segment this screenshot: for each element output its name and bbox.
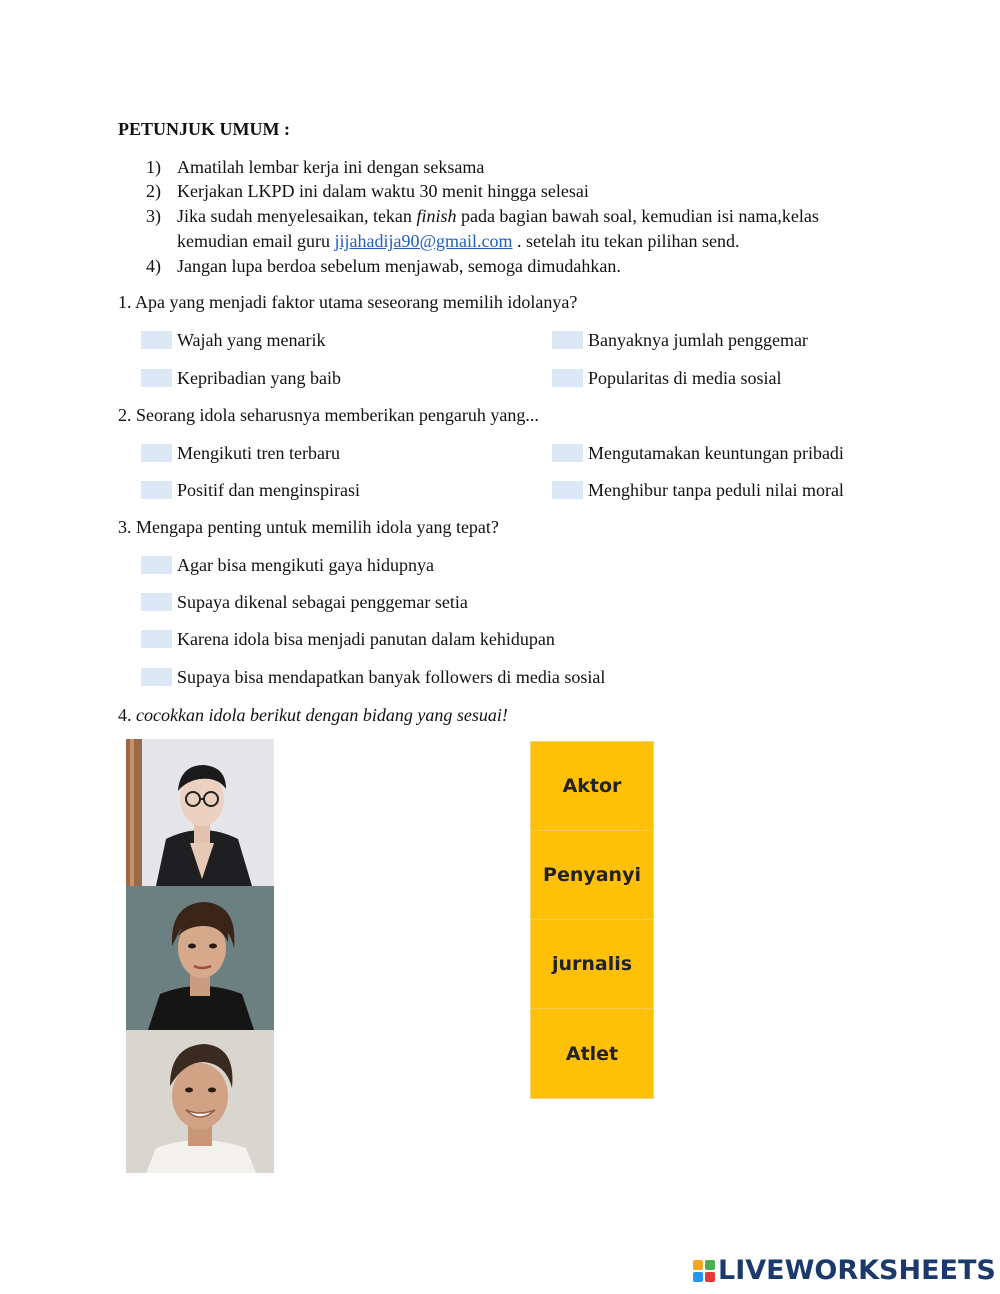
instruction-text: Jangan lupa berdoa sebelum menjawab, semoga dimudahkan. (177, 256, 621, 276)
option-label: Kepribadian yang baib (177, 368, 341, 388)
question-2: 2. Seorang idola seharusnya memberikan pengaruh yang... (118, 405, 539, 425)
answer-checkbox[interactable] (141, 593, 172, 611)
answer-checkbox[interactable] (141, 668, 172, 686)
instruction-1 (146, 155, 484, 179)
liveworksheets-logo (693, 1255, 996, 1286)
q3-option-a[interactable] (141, 553, 434, 577)
question-number: 4. (118, 705, 136, 725)
match-card-jurnalis[interactable]: jurnalis (531, 920, 653, 1009)
question-4 (118, 703, 508, 727)
match-card-atlet[interactable]: Atlet (531, 1009, 653, 1098)
instruction-text: pada bagian bawah soal, kemudian isi nama,kelas (456, 206, 819, 226)
q2-option-b[interactable] (552, 441, 844, 465)
page-heading: PETUNJUK UMUM : (118, 119, 290, 139)
option-label: Wajah yang menarik (177, 330, 326, 350)
q1-option-d[interactable] (552, 366, 781, 390)
idol-photo-2[interactable] (126, 886, 274, 1030)
option-label: Supaya dikenal sebagai penggemar setia (177, 592, 468, 612)
q2-option-c[interactable] (141, 478, 360, 502)
instruction-2 (146, 179, 589, 203)
option-label: Supaya bisa mendapatkan banyak followers di media sosial (177, 667, 606, 687)
answer-checkbox[interactable] (141, 481, 172, 499)
option-label: Agar bisa mengikuti gaya hidupnya (177, 555, 434, 575)
logo-tile (693, 1260, 703, 1270)
option-label: Popularitas di media sosial (588, 368, 782, 388)
instruction-3-continued (177, 229, 739, 253)
instruction-text: kemudian email guru (177, 231, 335, 251)
instruction-number: 1) (146, 157, 161, 177)
option-label: Mengikuti tren terbaru (177, 443, 340, 463)
q2-option-d[interactable] (552, 478, 844, 502)
question-3: 3. Mengapa penting untuk memilih idola yang tepat? (118, 517, 499, 537)
option-label: Positif dan menginspirasi (177, 480, 360, 500)
q1-option-c[interactable] (141, 366, 341, 390)
q3-option-c[interactable] (141, 627, 555, 651)
portrait-image (126, 886, 274, 1030)
portrait-image (126, 1030, 274, 1173)
answer-checkbox[interactable] (141, 556, 172, 574)
idol-photo-1[interactable] (126, 739, 274, 886)
logo-tile (705, 1260, 715, 1270)
question-1: 1. Apa yang menjadi faktor utama seseorang memilih idolanya? (118, 292, 578, 312)
answer-checkbox[interactable] (141, 630, 172, 648)
answer-checkbox[interactable] (552, 331, 583, 349)
answer-checkbox[interactable] (141, 369, 172, 387)
q3-option-d[interactable] (141, 665, 605, 689)
q2-option-a[interactable] (141, 441, 340, 465)
instruction-text: Amatilah lembar kerja ini dengan seksama (177, 157, 485, 177)
option-label: Banyaknya jumlah penggemar (588, 330, 808, 350)
instruction-text: Jika sudah menyelesaikan, tekan (177, 206, 417, 226)
logo-tile (705, 1272, 715, 1282)
q1-option-a[interactable] (141, 328, 326, 352)
logo-text: LIVEWORKSHEETS (718, 1255, 996, 1286)
option-label: Mengutamakan keuntungan pribadi (588, 443, 844, 463)
match-card-penyanyi[interactable]: Penyanyi (531, 831, 653, 920)
instruction-text: . setelah itu tekan pilihan send. (512, 231, 740, 251)
logo-icon (693, 1260, 715, 1282)
q3-option-b[interactable] (141, 590, 468, 614)
answer-checkbox[interactable] (141, 331, 172, 349)
instruction-finish-word: finish (416, 206, 457, 226)
option-label: Karena idola bisa menjadi panutan dalam kehidupan (177, 629, 555, 649)
matching-cards (530, 741, 654, 1099)
option-label: Menghibur tanpa peduli nilai moral (588, 480, 844, 500)
idol-photo-3[interactable] (126, 1030, 274, 1173)
answer-checkbox[interactable] (141, 444, 172, 462)
teacher-email-link[interactable]: jijahadija90@gmail.com (334, 231, 513, 251)
q1-option-b[interactable] (552, 328, 808, 352)
instruction-number: 2) (146, 181, 161, 201)
answer-checkbox[interactable] (552, 481, 583, 499)
question-text: cocokkan idola berikut dengan bidang yang sesuai! (136, 705, 508, 725)
instruction-3 (146, 204, 819, 228)
answer-checkbox[interactable] (552, 369, 583, 387)
instruction-4 (146, 254, 621, 278)
instruction-number: 4) (146, 256, 161, 276)
instruction-text: Kerjakan LKPD ini dalam waktu 30 menit hingga selesai (177, 181, 589, 201)
logo-tile (693, 1272, 703, 1282)
answer-checkbox[interactable] (552, 444, 583, 462)
match-card-aktor[interactable]: Aktor (531, 742, 653, 831)
instruction-number: 3) (146, 206, 161, 226)
portrait-image (126, 739, 274, 886)
